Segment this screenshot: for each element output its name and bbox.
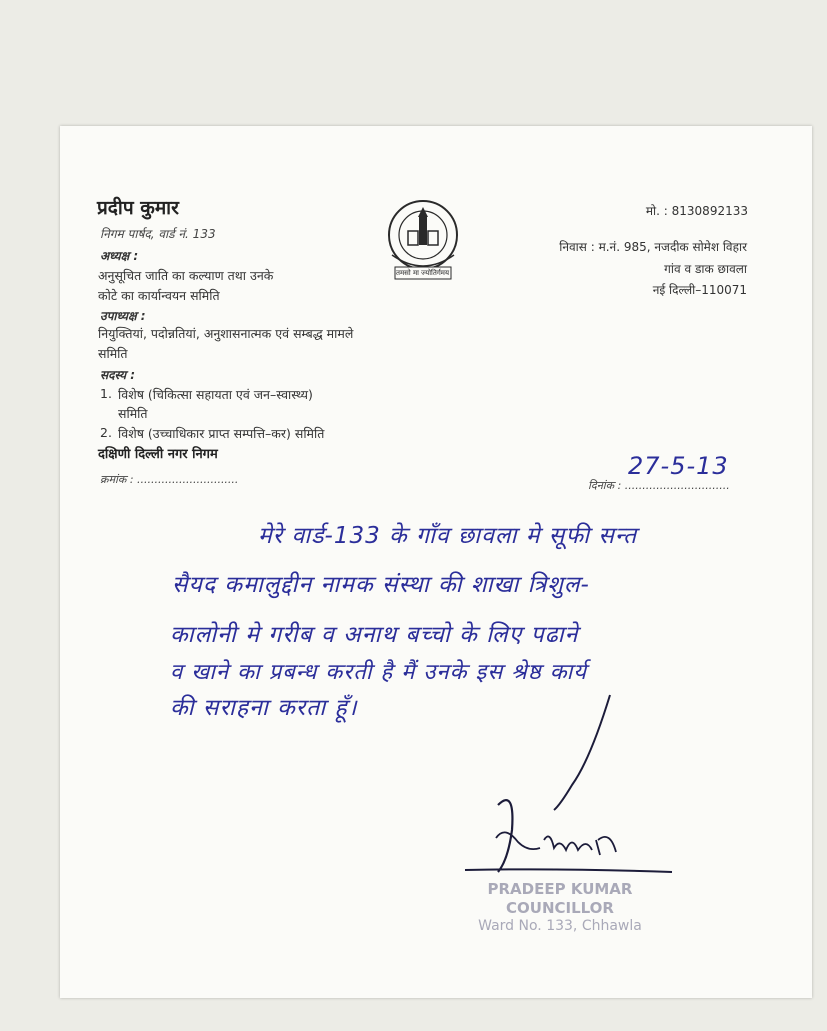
body-line-4: व खाने का प्रबन्ध करती है मैं उनके इस श्रेष्ठ कार्य: [170, 660, 588, 685]
body-line-1: मेरे वार्ड-133 के गाँव छावला मे सूफी सन्त: [258, 523, 638, 549]
vice-line-2: समिति: [98, 346, 128, 361]
member-1-line-2: समिति: [118, 406, 148, 421]
chair-line-1: अनुसूचित जाति का कल्याण तथा उनके: [98, 268, 274, 283]
handwritten-date: 27-5-13: [628, 452, 729, 480]
member-1-line-1: विशेष (चिकित्सा सहायता एवं जन–स्वास्थ्य): [118, 387, 313, 402]
member-2-number: 2.: [100, 425, 112, 440]
vice-label: उपाध्यक्ष :: [100, 309, 146, 323]
handwritten-signature: [460, 690, 680, 890]
stamp-name: PRADEEP KUMAR: [487, 880, 633, 898]
logo-motto: तमसो मा ज्योतिर्गमय: [396, 269, 450, 277]
reference-field: क्रमांक : .............................: [100, 473, 239, 486]
body-line-3: कालोनी मे गरीब व अनाथ बच्चो के लिए पढाने: [170, 622, 579, 648]
chair-label: अध्यक्ष :: [100, 249, 139, 263]
designation: निगम पार्षद, वार्ड नं. 133: [100, 227, 216, 241]
stamp-ward: Ward No. 133, Chhawla: [478, 918, 642, 934]
organization-name: दक्षिणी दिल्ली नगर निगम: [98, 447, 218, 462]
vice-line-1: नियुक्तियां, पदोन्नतियां, अनुशासनात्मक एवं सम्बद्ध मामले: [98, 326, 354, 341]
address-line-3: नई दिल्ली–110071: [652, 283, 747, 297]
councillor-name: प्रदीप कुमार: [97, 197, 179, 219]
chair-line-2: कोटे का कार्यान्वयन समिति: [98, 288, 220, 303]
body-line-2: सैयद कमालुद्दीन नामक संस्था की शाखा त्रिशुल-: [172, 572, 590, 598]
address-line-1: निवास : म.नं. 985, नजदीक सोमेश विहार: [559, 240, 747, 254]
member-1-number: 1.: [100, 386, 112, 401]
member-2-line-1: विशेष (उच्चाधिकार प्राप्त सम्पत्ति–कर) समिति: [118, 426, 325, 441]
date-field: दिनांक : ..............................: [588, 479, 730, 492]
mobile-number: मो. : 8130892133: [645, 204, 748, 218]
member-label: सदस्य :: [100, 368, 136, 382]
address-line-2: गांव व डाक छावला: [664, 262, 747, 276]
body-line-5: की सराहना करता हूँ।: [170, 695, 358, 721]
stamp-title: COUNCILLOR: [506, 899, 614, 917]
